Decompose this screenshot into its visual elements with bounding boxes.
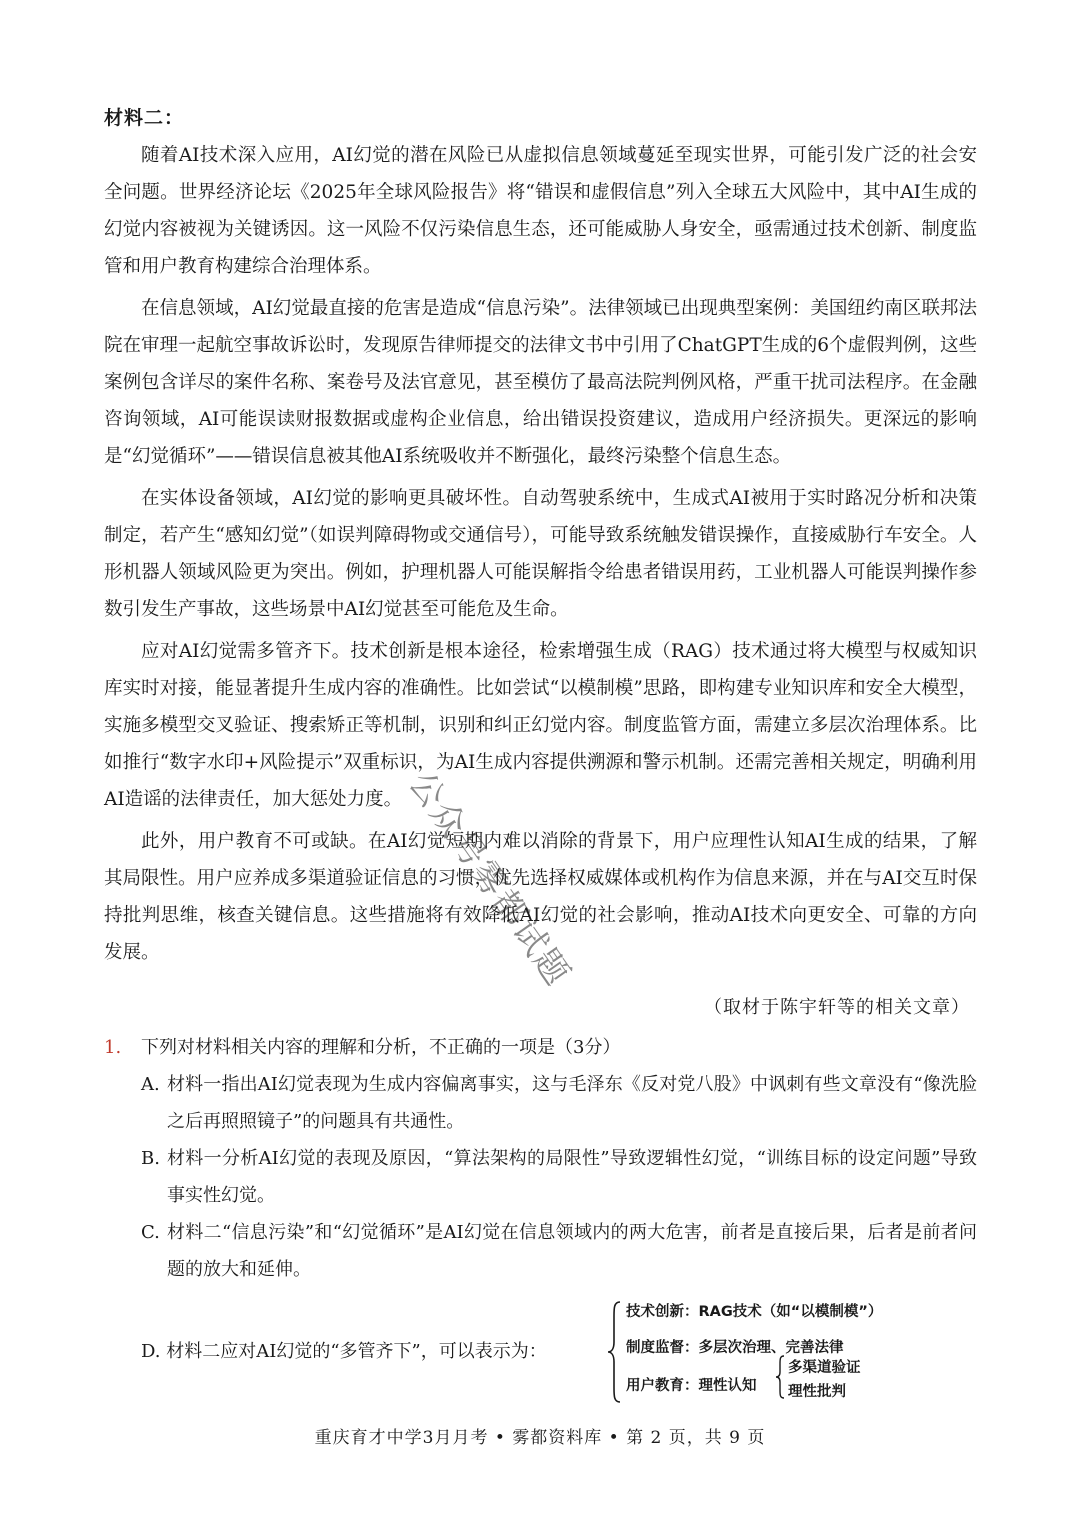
option-label: D. bbox=[141, 1341, 161, 1362]
option-text: 材料一分析AI幻觉的表现及原因，“算法架构的局限性”导致逻辑性幻觉，“训练目标的设定问题”导致事实性幻觉。 bbox=[167, 1148, 977, 1206]
question-number: 1. bbox=[104, 1037, 122, 1058]
option-a bbox=[141, 1066, 977, 1140]
paragraph: 随着AI技术深入应用，AI幻觉的潜在风险已从虚拟信息领域蔓延至现实世界，可能引发广泛的社会安全问题。世界经济论坛《2025年全球风险报告》将“错误和虚假信息”列入全球五大风险中，其中AI生成的幻觉内容被视为关键诱因。这一风险不仅污染信息生态，还可能威胁人身安全，亟需通过技术创新、制度监管和用户教育构建综合治理体系。 bbox=[104, 145, 977, 277]
watermark: 公众号雾都试题 bbox=[400, 764, 578, 994]
paragraph: 在实体设备领域，AI幻觉的影响更具破坏性。自动驾驶系统中，生成式AI被用于实时路况分析和决策制定，若产生“感知幻觉”（如误判障碍物或交通信号），可能导致系统触发错误操作，直接威胁行车安全。人形机器人领域风险更为突出。例如，护理机器人可能误解指令给患者错误用药，工业机器人可能误判操作参数引发生产事故，这些场景中AI幻觉甚至可能危及生命。 bbox=[104, 488, 977, 620]
option-b bbox=[141, 1140, 977, 1214]
paragraph: 此外，用户教育不可或缺。在AI幻觉短期内难以消除的背景下，用户应理性认知AI生成的结果，了解其局限性。用户应养成多渠道验证信息的习惯，优先选择权威媒体或机构作为信息来源，并在与AI交互时保持批判思维，核查关键信息。这些措施将有效降低AI幻觉的社会影响，推动AI技术向更安全、可靠的方向发展。 bbox=[104, 831, 977, 963]
diagram-row-education: 用户教育：理性认知 bbox=[626, 1378, 757, 1394]
option-text: 材料一指出AI幻觉表现为生成内容偏离事实，这与毛泽东《反对党八股》中讽刺有些文章没有“像洗脸之后再照照镜子”的问题具有共通性。 bbox=[167, 1074, 977, 1132]
question-options bbox=[141, 1066, 977, 1288]
question-stem: 下列对材料相关内容的理解和分析，不正确的一项是（3分） bbox=[141, 1037, 621, 1058]
option-d bbox=[141, 1338, 547, 1366]
option-text: 材料二应对AI幻觉的“多管齐下”，可以表示为： bbox=[166, 1341, 547, 1362]
diagram-sub-verify: 多渠道验证 bbox=[788, 1360, 861, 1376]
material-heading: 材料二： bbox=[104, 107, 185, 129]
option-label: C. bbox=[141, 1222, 160, 1243]
paragraph: 应对AI幻觉需多管齐下。技术创新是根本途径，检索增强生成（RAG）技术通过将大模型与权威知识库实时对接，能显著提升生成内容的准确性。比如尝试“以模制模”思路，即构建专业知识库和安全大模型，实施多模型交叉验证、搜索矫正等机制，识别和纠正幻觉内容。制度监管方面，需建立多层次治理体系。比如推行“数字水印+风险提示”双重标识，为AI生成内容提供溯源和警示机制。还需完善相关规定，明确利用AI造谣的法律责任，加大惩处力度。 bbox=[104, 641, 977, 810]
option-label: B. bbox=[141, 1148, 160, 1169]
small-brace-icon bbox=[774, 1354, 786, 1400]
option-text: 材料二“信息污染”和“幻觉循环”是AI幻觉在信息领域内的两大危害，前者是直接后果，后者是前者问题的放大和延伸。 bbox=[167, 1222, 977, 1280]
diagram-sub-critical: 理性批判 bbox=[788, 1384, 846, 1400]
option-c bbox=[141, 1214, 977, 1288]
page-footer: 重庆育才中学3月月考 • 雾都资料库 • 第 2 页，共 9 页 bbox=[314, 1428, 766, 1448]
left-brace-icon bbox=[606, 1300, 622, 1404]
paragraph: 在信息领域，AI幻觉最直接的危害是造成“信息污染”。法律领域已出现典型案例：美国纽约南区联邦法院在审理一起航空事故诉讼时，发现原告律师提交的法律文书中引用了ChatGPT生成的6个虚假判例，这些案例包含详尽的案件名称、案卷号及法官意见，甚至模仿了最高法院判例风格，严重干扰司法程序。在金融咨询领域，AI可能误读财报数据或虚构企业信息，给出错误投资建议，造成用户经济损失。更深远的影响是“幻觉循环”——错误信息被其他AI系统吸收并不断强化，最终污染整个信息生态。 bbox=[104, 298, 977, 467]
diagram-row-regulation: 制度监督：多层次治理、完善法律 bbox=[626, 1340, 844, 1356]
measures-diagram bbox=[606, 1296, 926, 1408]
diagram-row-tech: 技术创新：RAG技术（如“以模制模”） bbox=[626, 1304, 883, 1320]
option-label: A. bbox=[141, 1074, 160, 1095]
material-passage bbox=[104, 137, 977, 976]
source-citation: （取材于陈宇轩等的相关文章） bbox=[704, 997, 970, 1018]
